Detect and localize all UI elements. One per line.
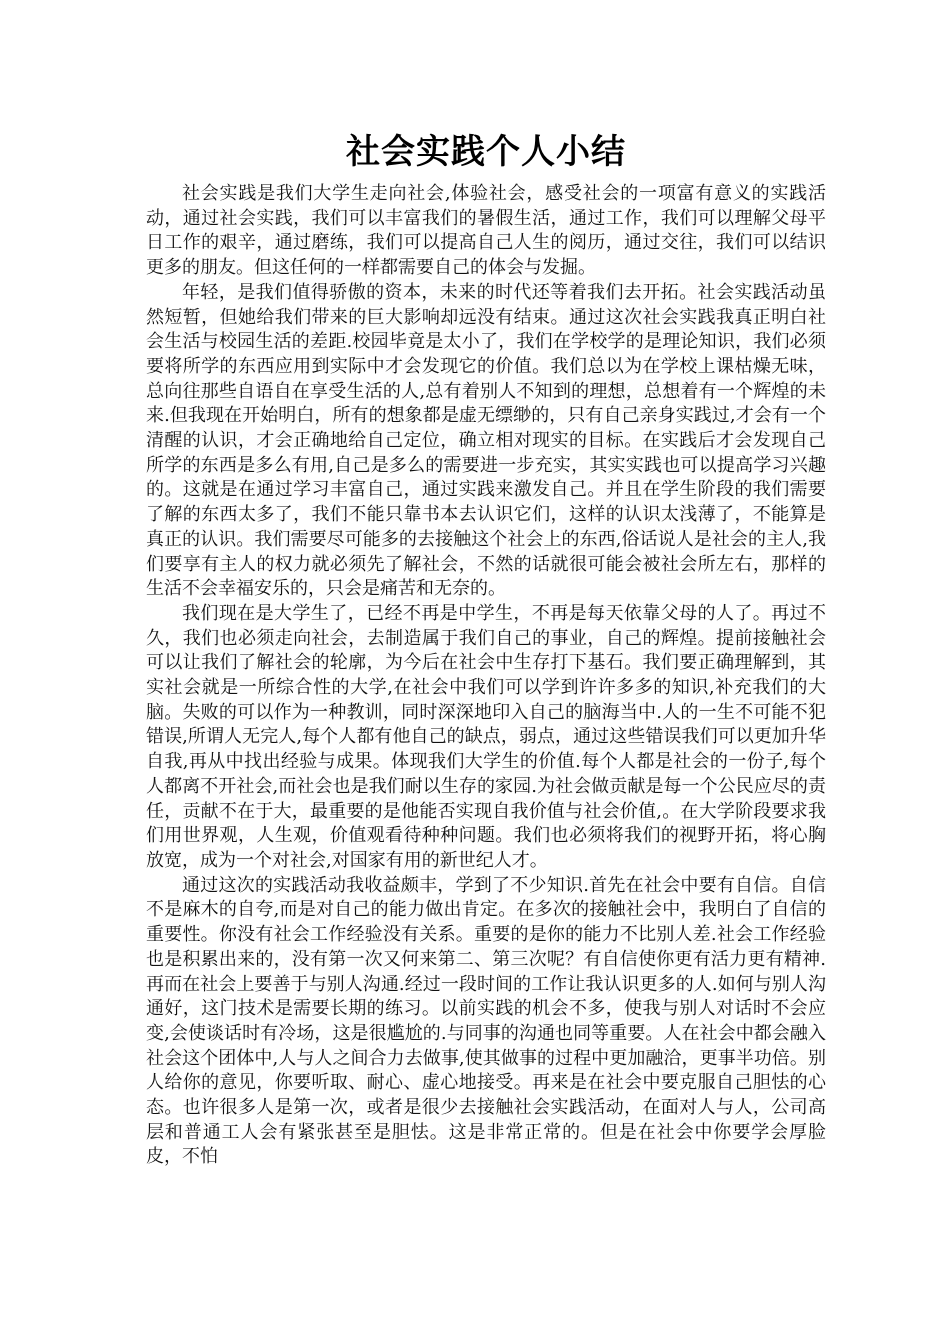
paragraph-2: 年轻，是我们值得骄傲的资本，未来的时代还等着我们去开拓。社会实践活动虽然短暂，但她给我们带来的巨大影响却远没有结束。通过这次社会实践我真正明白社会生活与校园生活的差距.校园毕竟是太小了，我们在学校学的是理论知识，我们必须要将所学的东西应用到实际中才会发现它的价值。我们总以为在学校上课枯燥无味，总向往那些自语自在享受生活的人,总有着别人不知到的理想，总想着有一个辉煌的未来.但我现在开始明白，所有的想象都是虚无缥缈的，只有自己亲身实践过,才会有一个清醒的认识，才会正确地给自己定位，确立相对现实的目标。在实践后才会发现自己所学的东西是多么有用,自己是多么的需要进一步充实，其实实践也可以提高学习兴趣的。这就是在通过学习丰富自己，通过实践来激发自己。并且在学生阶段的我们需要了解的东西太多了，我们不能只靠书本去认识它们，这样的认识太浅薄了，不能算是真正的认识。我们需要尽可能多的去接触这个社会上的东西,俗话说人是社会的主人,我们要享有主人的权力就必须先了解社会，不然的话就很可能会被社会所左右，那样的生活不会幸福安乐的，只会是痛苦和无奈的。 <box>146 281 826 600</box>
paragraph-4: 通过这次的实践活动我收益颇丰，学到了不少知识.首先在社会中要有自信。自信不是麻木的自夸,而是对自己的能力做出肯定。在多次的接触社会中，我明白了自信的重要性。你没有社会工作经验没有关系。重要的是你的能力不比别人差.社会工作经验也是积累出来的，没有第一次又何来第二、第三次呢？有自信使你更有活力更有精神.再而在社会上要善于与别人沟通.经过一段时间的工作让我认识更多的人.如何与别人沟通好，这门技术是需要长期的练习。以前实践的机会不多，使我与别人对话时不会应变,会使谈话时有冷场，这是很尴尬的.与同事的沟通也同等重要。人在社会中都会融入社会这个团体中,人与人之间合力去做事,使其做事的过程中更加融洽，更事半功倍。别人给你的意见，你要听取、耐心、虚心地接受。再来是在社会中要克服自己胆怯的心态。也许很多人是第一次，或者是很少去接触社会实践活动，在面对人与人，公司高层和普通工人会有紧张甚至是胆怯。这是非常正常的。但是在社会中你要学会厚脸皮，不怕 <box>146 874 826 1168</box>
document-page <box>146 126 826 1170</box>
document-title: 社会实践个人小结 <box>346 132 626 172</box>
paragraph-3: 我们现在是大学生了，已经不再是中学生，不再是每天依靠父母的人了。再过不久，我们也必须走向社会，去制造属于我们自己的事业，自己的辉煌。提前接触社会可以让我们了解社会的轮廓，为今后在社会中生存打下基石。我们要正确理解到，其实社会就是一所综合性的大学,在社会中我们可以学到许许多多的知识,补充我们的大脑。失败的可以作为一种教训，同时深深地印入自己的脑海当中.人的一生不可能不犯错误,所谓人无完人,每个人都有他自己的缺点，弱点，通过这些错误我们可以更加升华自我,再从中找出经验与成果。体现我们大学生的价值.每个人都是社会的一份子,每个人都离不开社会,而社会也是我们耐以生存的家园.为社会做贡献是每一个公民应尽的责任，贡献不在于大，最重要的是他能否实现自我价值与社会价值,。在大学阶段要求我们用世界观，人生观，价值观看待种种问题。我们也必须将我们的视野开拓，将心胸放宽，成为一个对社会,对国家有用的新世纪人才。 <box>146 602 826 871</box>
paragraph-1: 社会实践是我们大学生走向社会,体验社会，感受社会的一项富有意义的实践活动，通过社会实践，我们可以丰富我们的暑假生活，通过工作，我们可以理解父母平日工作的艰辛，通过磨练，我们可以提高自己人生的阅历，通过交往，我们可以结识更多的朋友。但这任何的一样都需要自己的体会与发掘。 <box>146 183 826 279</box>
